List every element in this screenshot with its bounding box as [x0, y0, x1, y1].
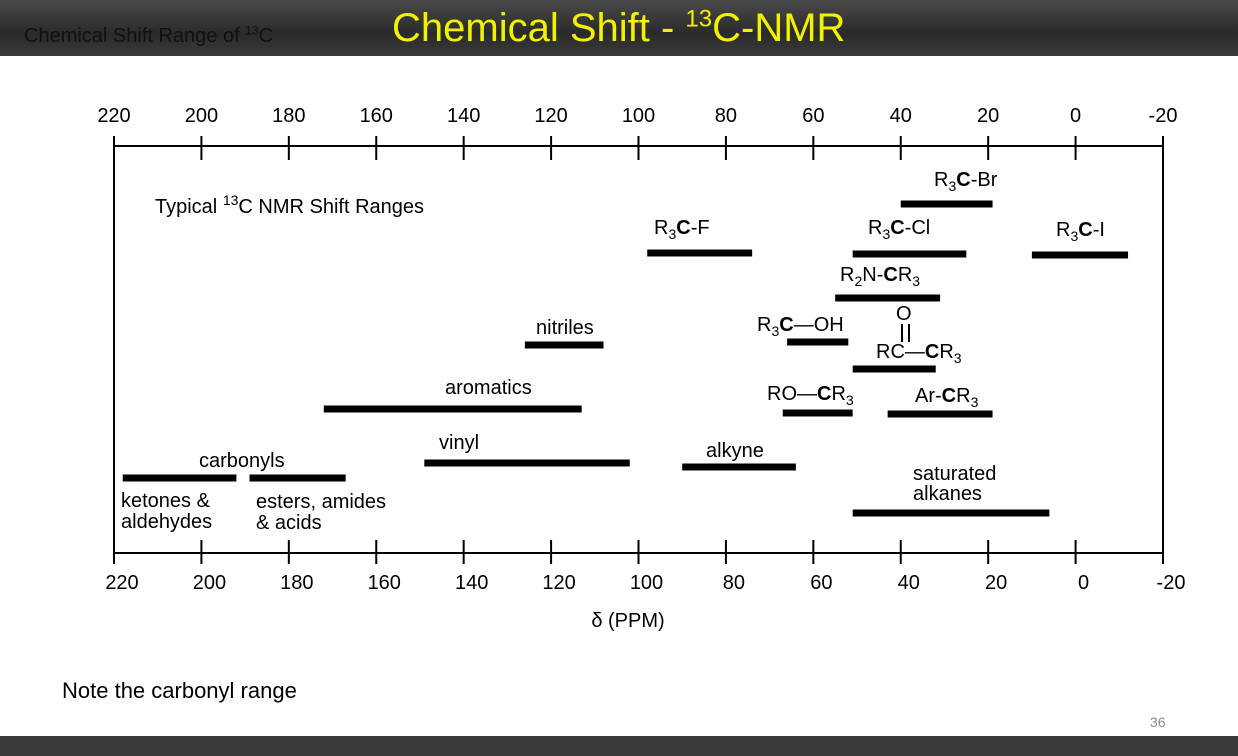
label-ar-cr3: $Ar-CR_3$ [915, 385, 979, 410]
chart-title: Typical $^{13}$C NMR Shift Ranges [155, 192, 425, 218]
label-r3c-cl: $R_3C-Cl$ [868, 217, 931, 242]
bar-r3c-br [901, 201, 993, 208]
bottom-tick-label: 80 [722, 572, 746, 594]
bar-ar-cr3 [888, 411, 993, 418]
label-r2n-cr3: $R_2N-CR_3$ [840, 264, 921, 289]
bottom-tick-label: -20 [1156, 572, 1186, 594]
bar-r3c-cl [853, 251, 967, 258]
bottom-tick-label: 60 [810, 572, 833, 594]
top-tick-label: 40 [889, 105, 912, 127]
bottom-tick-label: 40 [897, 572, 920, 594]
top-tick-label: -20 [1148, 105, 1178, 127]
x-axis-label: δ (PPM) [591, 610, 665, 632]
label-ketone-o: O [896, 303, 912, 325]
label-aldehydes: aldehydes [121, 511, 213, 533]
top-tick-label: 60 [802, 105, 825, 127]
top-tick-label: 120 [534, 105, 568, 127]
bottom-bar [0, 736, 1238, 756]
label-acids: & acids [256, 512, 322, 534]
page-number: 36 [1150, 714, 1166, 730]
top-tick-label: 80 [714, 105, 738, 127]
bottom-tick-label: 180 [280, 572, 314, 594]
bar-carbonyls-ketones [123, 475, 237, 482]
top-tick-label: 200 [184, 105, 219, 127]
label-r3c-f: $R_3C-F$ [654, 217, 710, 242]
top-tick-label: 0 [1070, 105, 1082, 127]
label-saturated: saturated [913, 463, 997, 485]
top-tick-label: 220 [97, 105, 131, 127]
bar-aromatics [324, 406, 582, 413]
label-nitriles: nitriles [536, 317, 594, 339]
subtitle-suffix: C [258, 25, 274, 47]
bottom-tick-label: 160 [367, 572, 401, 594]
label-ketones: ketones & [121, 490, 210, 512]
bar-r3c-f [647, 250, 752, 257]
bar-alkyne [682, 464, 796, 471]
label-ro-cr3: $RO—CR_3$ [767, 383, 854, 408]
bar-nitriles [525, 342, 604, 349]
bottom-tick-label: 20 [985, 572, 1008, 594]
bottom-tick-label: 220 [105, 572, 139, 594]
label-rc-cr3: $RC—CR_3$ [876, 341, 962, 366]
label-carbonyls: carbonyls [199, 450, 285, 472]
bar-r3c-i [1032, 252, 1128, 259]
label-r3c-oh: $R_3C—OH$ [757, 314, 844, 339]
subtitle-superscript: 13 [245, 23, 259, 38]
label-r3c-i: $R_3C-I$ [1056, 219, 1105, 244]
top-tick-label: 160 [359, 105, 393, 127]
bar-rc-o-cr3 [853, 366, 936, 373]
label-alkanes: alkanes [913, 483, 982, 505]
bottom-tick-label: 200 [192, 572, 227, 594]
label-aromatics: aromatics [445, 377, 532, 399]
bar-saturated-alkanes [853, 510, 1050, 517]
bar-r2n-cr3 [835, 295, 940, 302]
label-esters: esters, amides [256, 491, 387, 513]
bottom-tick-label: 120 [542, 572, 576, 594]
bar-ro-cr3 [783, 410, 853, 417]
label-vinyl: vinyl [439, 432, 480, 454]
bar-vinyl [424, 460, 629, 467]
label-alkyne: alkyne [706, 440, 764, 462]
bottom-tick-label: 100 [629, 572, 664, 594]
bottom-tick-label: 140 [454, 572, 489, 594]
top-tick-label: 180 [272, 105, 306, 127]
subtitle-text: Chemical Shift Range of [24, 25, 246, 47]
title-superscript: 13 [685, 5, 713, 33]
title-suffix: C-NMR [712, 6, 846, 50]
title-text: Chemical Shift - [392, 6, 686, 50]
top-tick-label: 140 [446, 105, 481, 127]
bar-r3c-oh [787, 339, 848, 346]
top-tick-label: 20 [977, 105, 1000, 127]
bottom-tick-label: 0 [1078, 572, 1090, 594]
top-tick-label: 100 [621, 105, 656, 127]
bottom-axis [105, 540, 1185, 594]
bar-carbonyls-esters [249, 475, 345, 482]
label-r3c-br: $R_3C-Br$ [934, 169, 998, 194]
carbonyl-note: Note the carbonyl range [62, 678, 297, 703]
